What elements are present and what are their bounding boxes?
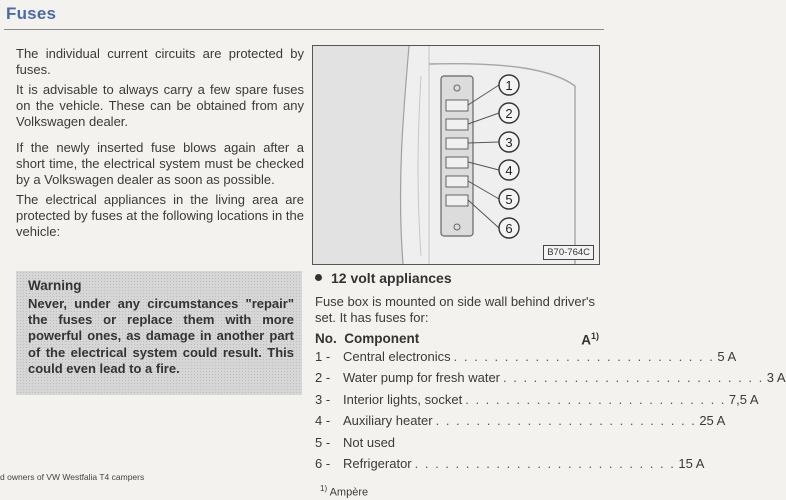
row-amp: 3 A	[766, 370, 786, 386]
intro-paragraph: If the newly inserted fuse blows again after a short time, the electrical system must be checked by a Volkswagen dealer as soon as possible.	[16, 140, 304, 187]
intro-paragraph: The electrical appliances in the living area are protected by fuses at the following locations in the vehicle:	[16, 192, 304, 239]
fuse-table	[315, 331, 786, 477]
intro-text	[16, 46, 304, 244]
table-row	[315, 435, 599, 456]
table-body	[315, 349, 786, 477]
row-component: Not used	[343, 434, 396, 450]
warning-box	[16, 271, 302, 395]
row-leader: . . . . . . . . . . . . . . . . . . . . . . . . . .	[465, 391, 726, 407]
row-component: Auxiliary heater	[343, 413, 433, 429]
fuse-box-illustration	[313, 46, 599, 264]
row-number: 5 -	[315, 434, 331, 450]
callout-6: 6	[505, 221, 513, 236]
callout-4: 4	[505, 163, 513, 178]
header-amp: $A^{1)}$	[581, 331, 599, 348]
callout-3: 3	[505, 135, 513, 150]
row-number: 6 -	[315, 455, 331, 471]
row-number: 4 -	[315, 413, 331, 429]
row-amp: 25 A	[699, 413, 726, 429]
row-number: 3 -	[315, 391, 331, 407]
fuse-box-figure	[312, 45, 600, 265]
warning-text: Never, under any circumstances "repair" the fuses or replace them with more powerful ones, as damage in another part of the electrical system could result. This could even lead to a fire.	[28, 296, 294, 376]
table-row	[315, 413, 726, 434]
bullet-icon	[315, 274, 322, 281]
table-header	[315, 331, 599, 349]
callout-5: 5	[505, 192, 513, 207]
section-title-text: 12 volt appliances	[331, 270, 452, 286]
table-row	[315, 455, 705, 477]
callout-2: 2	[505, 106, 513, 121]
row-amp: 7,5 A	[728, 391, 759, 407]
row-amp: 5 A	[717, 349, 737, 364]
intro-paragraph: It is advisable to always carry a few spare fuses on the vehicle. These can be obtained from any Volkswagen dealer.	[16, 82, 304, 129]
row-leader: . . . . . . . . . . . . . . . . . . . . . . . . . .	[453, 349, 715, 364]
row-leader: . . . . . . . . . . . . . . . . . . . . . . . . . .	[414, 455, 676, 471]
footnote	[320, 484, 368, 499]
row-leader: . . . . . . . . . . . . . . . . . . . . . . . . . .	[435, 413, 697, 429]
page-credit: d owners of VW Westfalia T4 campers	[0, 472, 145, 482]
page-title: Fuses	[6, 4, 57, 23]
row-component: Central electronics	[343, 349, 451, 364]
callout-1: 1	[505, 78, 513, 93]
header-component: No. Component	[315, 331, 420, 346]
section-description: Fuse box is mounted on side wall behind driver's set. It has fuses for:	[315, 294, 595, 325]
row-component: Refrigerator	[343, 455, 412, 471]
footnote-mark: 1)	[320, 484, 328, 493]
row-amp: 15 A	[678, 455, 705, 471]
footnote-text: Ampère	[329, 486, 369, 499]
figure-code: B70-764C	[543, 245, 594, 260]
row-component: Water pump for fresh water	[343, 370, 501, 386]
table-row	[315, 391, 759, 413]
intro-paragraph: The individual current circuits are protected by fuses.	[16, 46, 304, 77]
table-row	[315, 370, 786, 391]
warning-title: Warning	[28, 278, 82, 293]
section-title	[315, 270, 452, 286]
row-leader: . . . . . . . . . . . . . . . . . . . . . . . . . .	[503, 370, 764, 386]
row-number: 1 -	[315, 349, 331, 364]
row-component: Interior lights, socket	[343, 391, 463, 407]
table-row	[315, 349, 737, 370]
title-rule	[4, 29, 604, 30]
row-number: 2 -	[315, 370, 331, 386]
